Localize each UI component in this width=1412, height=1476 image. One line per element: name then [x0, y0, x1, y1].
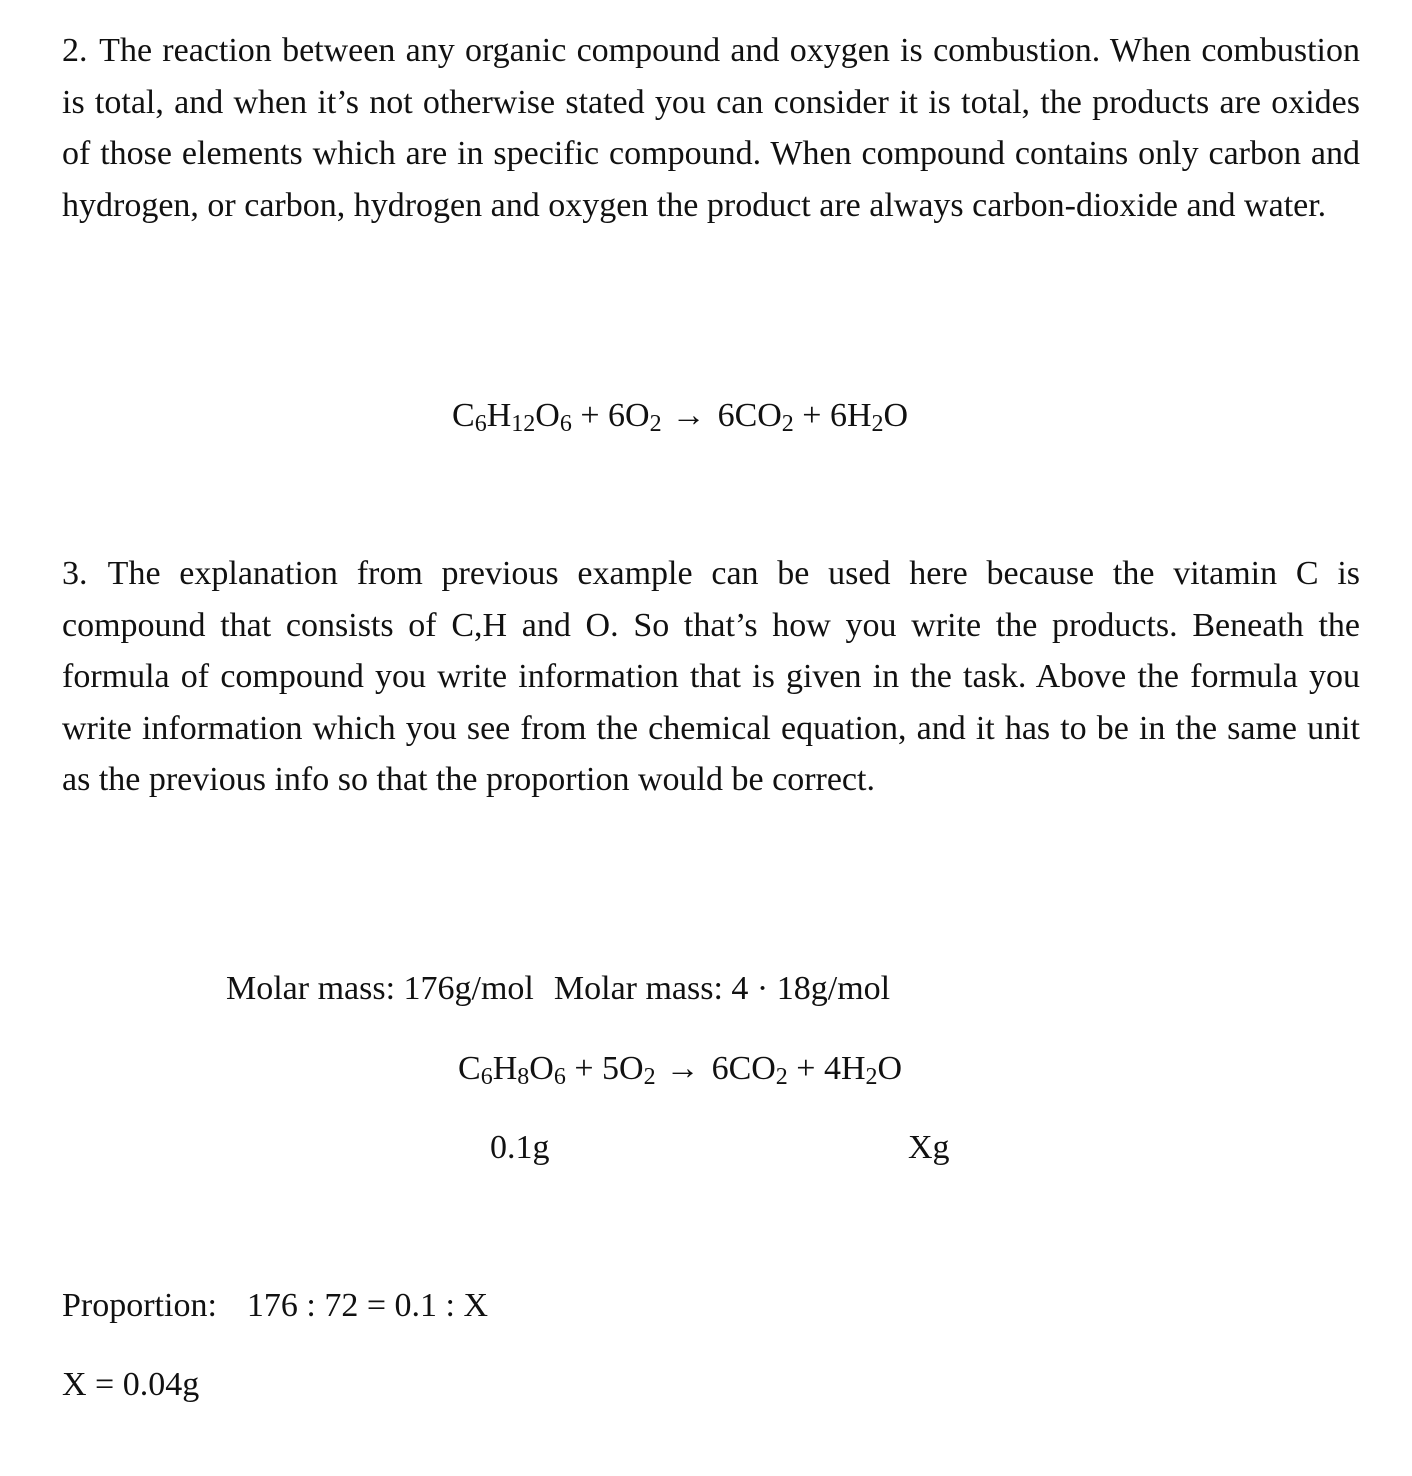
result-line: X = 0.04g [62, 1366, 200, 1403]
coefficient: 6 [717, 397, 735, 434]
plus-sign: + [796, 1050, 816, 1087]
formula-symbol: O [619, 1050, 644, 1087]
proportion-label: Proportion: [62, 1287, 217, 1324]
coefficient: 6 [829, 397, 847, 434]
reaction-arrow-icon: → [665, 1050, 700, 1087]
formula-symbol: O [883, 397, 909, 434]
formula-symbol: H [486, 397, 512, 434]
formula-subscript: 6 [559, 411, 572, 437]
formula-subscript: 2 [871, 411, 884, 437]
reaction-arrow-icon: → [671, 397, 706, 434]
plus-sign: + [580, 397, 600, 434]
formula-subscript: 2 [781, 411, 794, 437]
formula-symbol: O [625, 397, 650, 434]
proportion-expression: 176 : 72 = 0.1 : X [246, 1287, 489, 1324]
formula-symbol: H [846, 397, 872, 434]
formula-subscript: 8 [517, 1064, 530, 1090]
formula-symbol: CO [728, 1050, 776, 1087]
formula-symbol: H [492, 1050, 518, 1087]
molar-mass-row [226, 969, 890, 1009]
formula-symbol: C [452, 397, 475, 434]
paragraph-section-2 [62, 25, 1360, 231]
formula-symbol: O [535, 397, 560, 434]
molar-mass-product: Molar mass: 4 · 18g/mol [553, 970, 891, 1007]
formula-subscript: 2 [643, 1064, 656, 1090]
section-text: The reaction between any organic compound and oxygen is combustion. When combustion is total, and when it’s not otherwise stated you can consider it is total, the products are oxides of those elements which are in specific compound. When compound contains only carbon and hydrogen, or carbon, hydrogen and oxygen the product are always carbon-dioxide and water. [62, 32, 1360, 224]
formula-symbol: C [458, 1050, 481, 1087]
coefficient: 5 [602, 1050, 619, 1087]
proportion-line [62, 1286, 488, 1326]
formula-subscript: 6 [480, 1064, 493, 1090]
formula-symbol: CO [734, 397, 782, 434]
paragraph-section-3 [62, 548, 1360, 806]
molar-mass-reactant: Molar mass: 176g/mol [226, 970, 534, 1007]
formula-symbol: O [877, 1050, 903, 1087]
formula-symbol: H [840, 1050, 866, 1087]
section-number: 3. [62, 555, 88, 592]
plus-sign: + [574, 1050, 594, 1087]
formula-subscript: 2 [865, 1064, 878, 1090]
unknown-mass-product: Xg [908, 1129, 950, 1166]
coefficient: 4 [823, 1050, 841, 1087]
formula-subscript: 2 [775, 1064, 788, 1090]
given-mass-reactant: 0.1g [490, 1129, 550, 1166]
coefficient: 6 [711, 1050, 729, 1087]
formula-subscript: 2 [649, 411, 662, 437]
formula-symbol: O [529, 1050, 554, 1087]
formula-subscript: 6 [474, 411, 487, 437]
section-number: 2. [62, 32, 88, 69]
section-text: The explanation from previous example can be used here because the vitamin C is compound that consists of C,H and O. So that’s how you write the products. Beneath the formula of compound you write information that is given in the task. Above the formula you write information which you see from the chemical equation, and it has to be in the same unit as the previous info so that the proportion would be correct. [62, 555, 1361, 798]
plus-sign: + [802, 397, 822, 434]
formula-subscript: 12 [511, 411, 536, 437]
coefficient: 6 [608, 397, 625, 434]
glucose-combustion-equation [452, 396, 908, 436]
vitamin-c-combustion-equation [458, 1049, 902, 1089]
formula-subscript: 6 [553, 1064, 566, 1090]
